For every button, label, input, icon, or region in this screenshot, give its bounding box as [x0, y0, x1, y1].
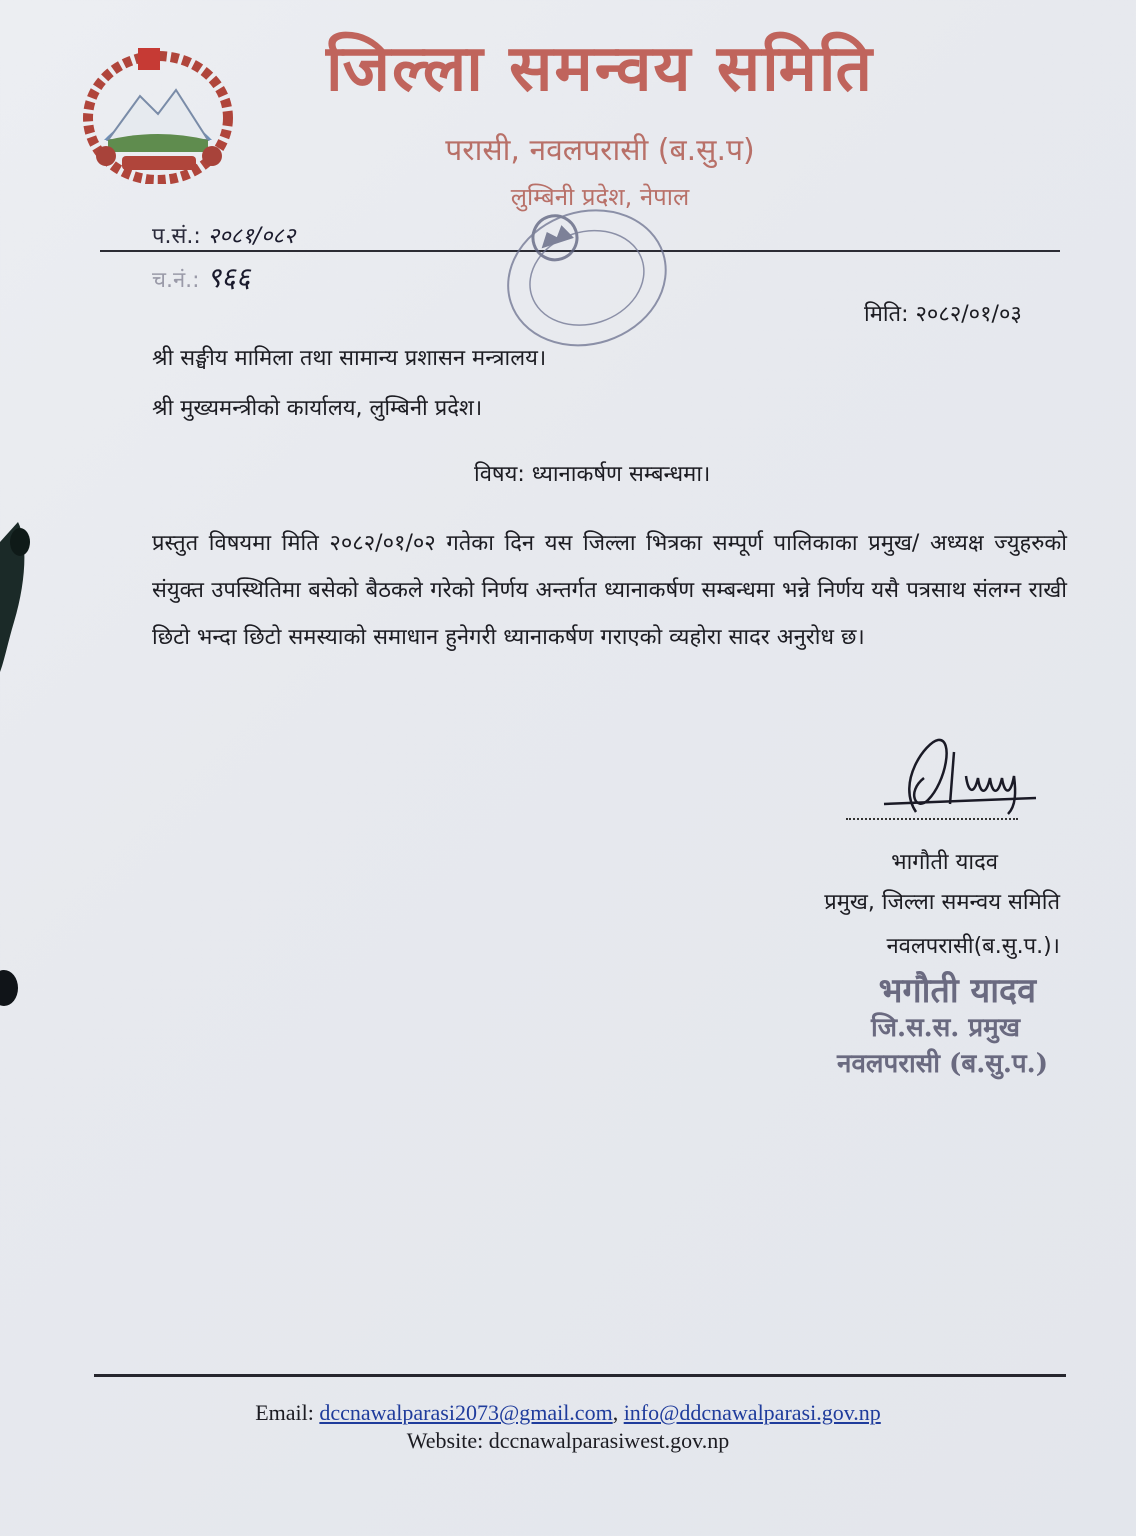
- name-stamp: भगौती यादव: [878, 971, 1036, 1011]
- binder-mark: [0, 962, 30, 1012]
- office-title: जिल्ला समन्वय समिति: [325, 31, 874, 106]
- office-location: परासी, नवलपरासी (ब.सु.प): [445, 133, 755, 168]
- binder-mark: [0, 522, 30, 672]
- ps-label: प.सं.:: [152, 224, 201, 249]
- cn-value: ९६६: [206, 261, 251, 294]
- office-province: लुम्बिनी प्रदेश, नेपाल: [510, 183, 690, 211]
- letter-dispatch-number: [152, 258, 250, 296]
- footer-website-line: [0, 1428, 1136, 1454]
- post-stamp: जि.स.स. प्रमुख: [871, 1013, 1020, 1043]
- website-text: dccnawalparasiwest.gov.np: [488, 1428, 730, 1453]
- signature-line: [846, 818, 1018, 820]
- footer-divider: [94, 1374, 1066, 1377]
- letter-body: प्रस्तुत विषयमा मिति २०८२/०१/०२ गतेका दिन यस जिल्ला भित्रका सम्पूर्ण पालिकाका प्रमुख/ अध्यक्ष ज्युहरुको संयुक्त उपस्थितिमा बसेको बैठकले गरेको निर्णय अन्तर्गत ध्यानाकर्षण सम्बन्धमा भन्ने निर्णय यसै पत्रसाथ संलग्न राखी छिटो भन्दा छिटो समस्याको समाधान हुनेगरी ध्यानाकर्षण गराएको व्यहोरा सादर अनुरोध छ।: [152, 531, 1067, 650]
- addressee: श्री मुख्यमन्त्रीको कार्यालय, लुम्बिनी प्रदेश।: [152, 396, 483, 421]
- addressee: श्री सङ्घीय मामिला तथा सामान्य प्रशासन मन्त्रालय।: [152, 346, 547, 371]
- email-label: Email:: [255, 1400, 314, 1425]
- email-separator: ,: [612, 1400, 619, 1425]
- office-stamp: नवलपरासी (ब.सु.प.): [837, 1049, 1048, 1079]
- letter-subject: विषय: ध्यानाकर्षण सम्बन्धमा।: [474, 462, 711, 487]
- footer-email-line: [0, 1400, 1136, 1426]
- ps-value: २०८१/०८२: [207, 224, 296, 249]
- signatory-name: भागौती यादव: [891, 850, 998, 875]
- email-link-1[interactable]: dccnawalparasi2073@gmail.com: [319, 1400, 613, 1425]
- signature-icon: [876, 722, 1046, 832]
- email-link-2[interactable]: info@ddcnawalparasi.gov.np: [623, 1400, 881, 1425]
- cn-label: च.नं.:: [152, 268, 200, 293]
- website-label: Website:: [406, 1428, 484, 1453]
- signatory-office: नवलपरासी(ब.सु.प.)।: [886, 934, 1060, 959]
- letter-date: मिति: २०८२/०१/०३: [864, 302, 1022, 327]
- signatory-post: प्रमुख, जिल्ला समन्वय समिति: [824, 890, 1060, 915]
- letter-reference-year: [152, 220, 295, 250]
- office-seal-icon: [496, 200, 676, 350]
